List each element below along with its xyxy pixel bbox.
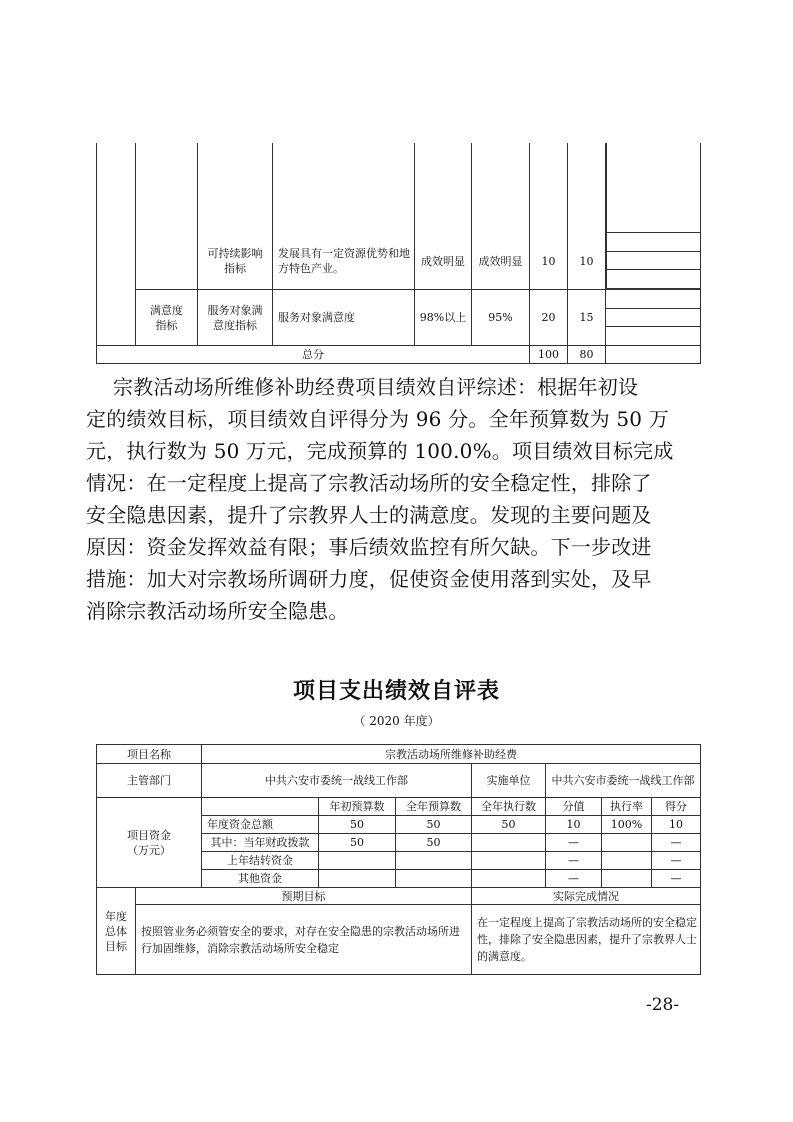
fund-rate: 100% <box>602 816 652 834</box>
fund-weight: — <box>546 870 602 888</box>
paragraph-line: 安全隐患因素，提升了宗教界人士的满意度。发现的主要问题及 <box>86 503 652 527</box>
satisfaction-actual: 95% <box>472 290 530 346</box>
fund-initial: 50 <box>319 816 396 834</box>
self-evaluation-table <box>96 744 701 975</box>
total-weight: 100 <box>530 346 568 364</box>
satisfaction-indicator: 服务对象满意度指标 <box>198 290 273 346</box>
satisfaction-content: 服务对象满意度 <box>273 290 415 346</box>
header-rate: 执行率 <box>602 798 652 816</box>
satisfaction-score: 15 <box>568 290 606 346</box>
fund-rate <box>602 852 652 870</box>
funds-label: 项目资金（万元） <box>97 798 202 888</box>
sustain-score: 10 <box>568 233 606 289</box>
fund-initial <box>319 870 396 888</box>
fund-executed: 50 <box>472 816 546 834</box>
fund-annual: 50 <box>396 816 472 834</box>
sustain-content: 发展具有一定资源优势和地方特色产业。 <box>273 233 415 289</box>
header-executed: 全年执行数 <box>472 798 546 816</box>
fund-weight: — <box>546 834 602 852</box>
fund-annual: 50 <box>396 834 472 852</box>
expected-goal-text: 按照管业务必须管安全的要求，对存在安全隐患的宗教活动场所进行加固维修，消除宗教活动场所安全稳定 <box>136 905 472 975</box>
fund-rate <box>602 834 652 852</box>
fund-score: 10 <box>652 816 701 834</box>
header-annual: 全年预算数 <box>396 798 472 816</box>
implementer-value: 中共六安市委统一战线工作部 <box>546 764 701 798</box>
summary-paragraph <box>86 371 703 627</box>
table-cell <box>136 143 198 290</box>
annual-goal-label: 年度总体目标 <box>97 888 136 975</box>
sustain-target: 成效明显 <box>415 233 472 289</box>
fund-weight: — <box>546 852 602 870</box>
total-score: 80 <box>568 346 606 364</box>
fund-initial <box>319 852 396 870</box>
paragraph-line: 措施：加大对宗教场所调研力度，促使资金使用落到实处，及早 <box>86 567 652 591</box>
satisfaction-weight: 20 <box>530 290 568 346</box>
fund-executed <box>472 834 546 852</box>
page-subtitle: （ 2020 年度） <box>353 714 440 728</box>
paragraph-line: 元，执行数为 50 万元，完成预算的 100.0%。项目绩效目标完成 <box>86 439 674 463</box>
remarks-column <box>606 143 701 290</box>
fund-row-label: 年度资金总额 <box>202 816 319 834</box>
department-label: 主管部门 <box>97 764 202 798</box>
table-cell <box>568 143 606 233</box>
paragraph-line: 消除宗教活动场所安全隐患。 <box>86 599 349 623</box>
fund-executed <box>472 852 546 870</box>
actual-completion-header: 实际完成情况 <box>472 888 701 905</box>
table-cell <box>530 143 568 233</box>
paragraph-line: 定的绩效目标，项目绩效自评得分为 96 分。全年预算数为 50 万 <box>86 407 669 431</box>
fund-annual <box>396 870 472 888</box>
header-initial: 年初预算数 <box>319 798 396 816</box>
fund-executed <box>472 870 546 888</box>
fund-row-label: 其中：当年财政拨款 <box>202 834 319 852</box>
header-weight: 分值 <box>546 798 602 816</box>
page-title: 项目支出绩效自评表 <box>292 679 500 704</box>
fund-row-label: 上年结转资金 <box>202 852 319 870</box>
fund-weight: 10 <box>546 816 602 834</box>
table-cell <box>472 143 530 233</box>
page-number: -28- <box>646 995 680 1015</box>
paragraph-line: 情况：在一定程度上提高了宗教活动场所的安全稳定性，排除了 <box>86 471 652 495</box>
fund-score: — <box>652 852 701 870</box>
remarks-cell <box>606 290 701 346</box>
table-cell <box>198 143 273 233</box>
satisfaction-category: 满意度指标 <box>136 290 198 346</box>
sustain-indicator: 可持续影响指标 <box>198 233 273 289</box>
sustain-actual: 成效明显 <box>472 233 530 289</box>
table-cell <box>415 143 472 233</box>
table-cell <box>606 346 701 364</box>
performance-table-continued <box>96 143 701 364</box>
expected-goal-header: 预期目标 <box>136 888 472 905</box>
actual-completion-text: 在一定程度上提高了宗教活动场所的安全稳定性，排除了安全隐患因素，提升了宗教界人士的满意度。 <box>472 905 701 975</box>
paragraph-line: 宗教活动场所维修补助经费项目绩效自评综述：根据年初设 <box>113 375 639 399</box>
fund-annual <box>396 852 472 870</box>
fund-score: — <box>652 870 701 888</box>
implementer-label: 实施单位 <box>472 764 546 798</box>
satisfaction-target: 98%以上 <box>415 290 472 346</box>
project-name-label: 项目名称 <box>97 745 202 764</box>
fund-row-label: 其他资金 <box>202 870 319 888</box>
paragraph-line: 原因：资金发挥效益有限；事后绩效监控有所欠缺。下一步改进 <box>86 535 652 559</box>
project-name-value: 宗教活动场所维修补助经费 <box>202 745 701 764</box>
department-value: 中共六安市委统一战线工作部 <box>202 764 472 798</box>
table-cell <box>202 798 319 816</box>
table-cell <box>97 143 136 346</box>
sustain-weight: 10 <box>530 233 568 289</box>
header-score: 得分 <box>652 798 701 816</box>
table-cell <box>273 143 415 233</box>
fund-initial: 50 <box>319 834 396 852</box>
fund-score: — <box>652 834 701 852</box>
total-label: 总分 <box>97 346 530 364</box>
fund-rate <box>602 870 652 888</box>
